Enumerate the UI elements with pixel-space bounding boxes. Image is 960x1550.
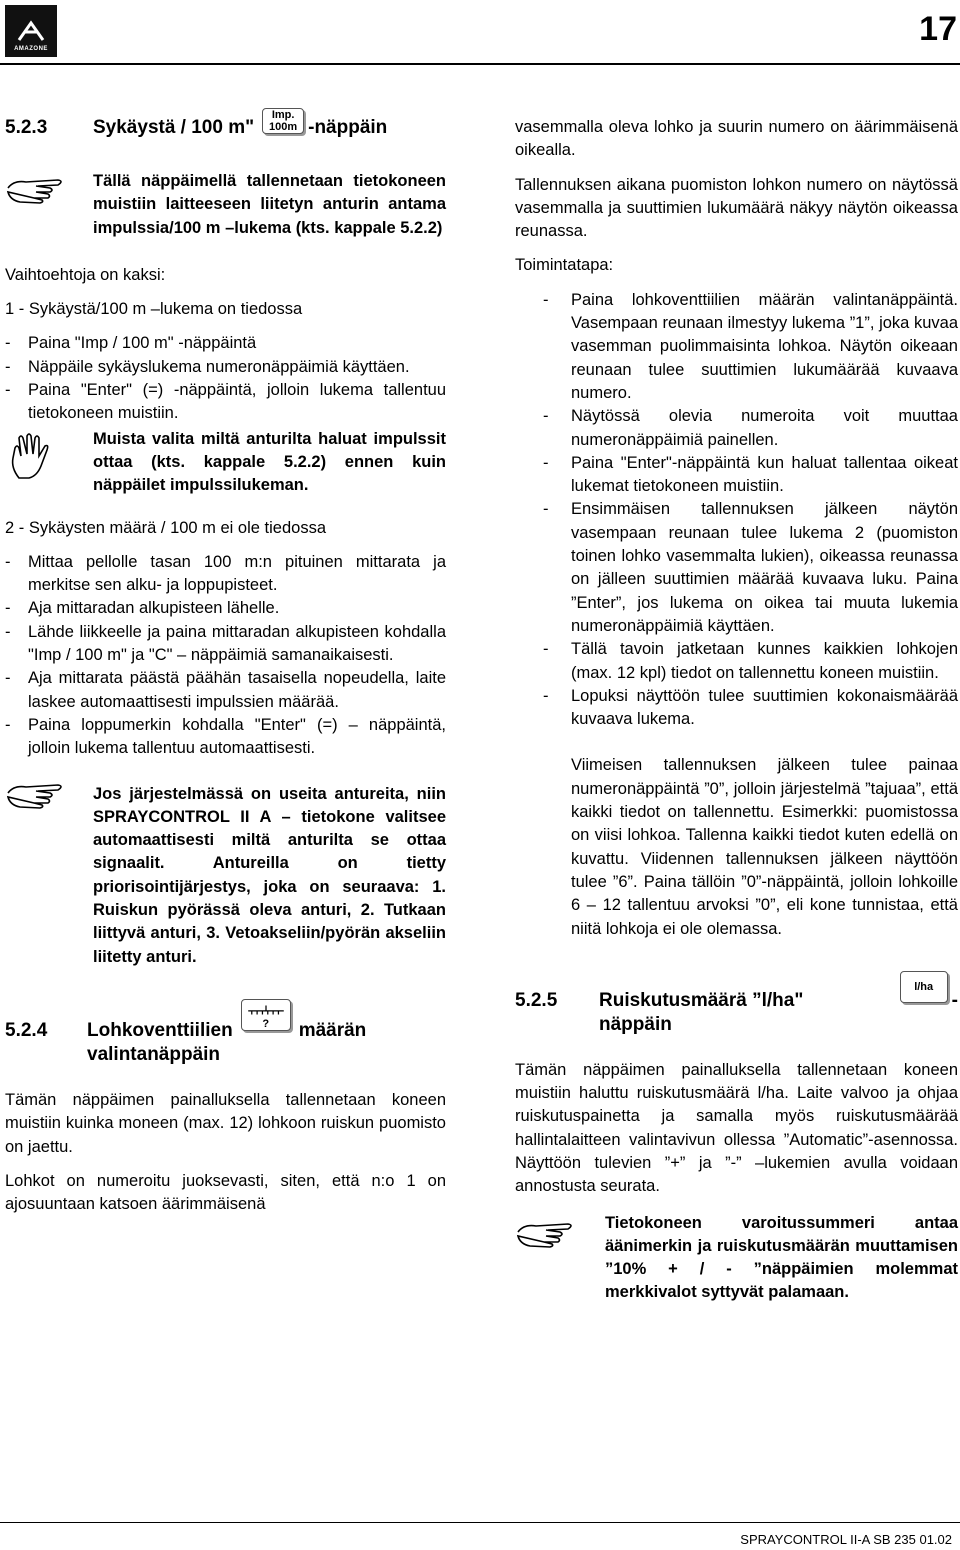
alternatives-text: Vaihtoehtoja on kaksi: xyxy=(5,265,166,284)
page-number: 17 xyxy=(919,10,957,48)
pointing-hand-icon xyxy=(5,779,67,809)
list-item: - Paina "Enter" (=) -näppäintä, jolloin lukema tallentuu tietokoneen muistiin. xyxy=(5,381,446,423)
list-item: - Aja mittarata päästä päähän tasaisella nopeudella, laite laskee automaattisesti impulssien määrää. xyxy=(5,669,446,711)
section-524-heading xyxy=(5,1019,446,1067)
logo-text: AMAZONE xyxy=(14,46,48,52)
list-item: - Paina loppumerkin kohdalla "Enter" (=) – näppäintä, jolloin lukema tallentuu automaattisesti. xyxy=(5,715,446,758)
hand-stop-icon xyxy=(5,432,65,482)
amazone-logo xyxy=(5,5,57,57)
section-525-number: 5.2.5 xyxy=(515,989,558,1011)
case1-heading: 1 - Sykäystä/100 m –lukema on tiedossa xyxy=(5,300,303,319)
section-524-number: 5.2.4 xyxy=(5,1019,48,1041)
buzzer-note-text: Tietokoneen varoitussummeri antaa äänimerkin ja ruiskutusmäärän muuttamisen ”10% + / - ”näppäimien molemmat merkkivalot syttyvät palamaan. xyxy=(605,1213,958,1302)
right-save-paragraph: Tallennuksen aikana puomiston lohkon numero on näytössä vasemmalla ja suuttimien lukumäärä näkyy näytön oikeassa reunassa. xyxy=(515,175,958,241)
section-525-heading xyxy=(515,980,958,1037)
imp-100m-key-icon xyxy=(262,108,304,134)
list-item: - Näppäile sykäyslukema numeronäppäimiä käyttäen. xyxy=(5,357,410,376)
footer-rule xyxy=(0,1522,960,1523)
procedure-heading: Toimintatapa: xyxy=(515,256,614,275)
section-523-title-suffix: -näppäin xyxy=(308,117,388,138)
logo-mark-icon xyxy=(16,20,46,42)
section-525-title-c: näppäin xyxy=(599,1013,672,1035)
key-label-imp: Imp. xyxy=(271,109,295,121)
sensor-note-block xyxy=(5,783,446,969)
section-524-title-c: valintanäppäin xyxy=(87,1043,221,1065)
list-item: - Aja mittaradan alkupisteen lähelle. xyxy=(5,599,280,618)
key-label-100m: 100m xyxy=(269,121,298,133)
procedure-list xyxy=(515,289,958,732)
right-last-paragraph: Viimeisen tallennuksen jälkeen tulee painaa numeronäppäintä ”0”, jolloin järjestelmä ”tajuaa”, että kaikki tiedot on tallennettu. Esimerkki: puomistossa on viisi lohkoa. Tallenna kaikki tiedot kuten edellä on kuvattu. Viidennen tallennuksen jälkeen näyttöön tulee ”6”. Paina tällöin ”0”-näppäintä, jolloin lohkoille 6 – 12 tallentuu arvoksi ”0”, eli kone tunnistaa, että niitä lohkoja ei ole olemassa. xyxy=(571,756,958,938)
section-524-p1: Tämän näppäimen painalluksella tallennetaan koneen muistiin kuinka moneen (max. 12) lohkoon ruiskun puomisto on jaettu. xyxy=(5,1090,446,1156)
list-item: - Paina "Enter"-näppäintä kun haluat tallentaa oikeat lukemat tietokoneen muistiin. xyxy=(543,453,958,496)
list-item: - Mittaa pellolle tasan 100 m:n pituinen mittarata ja merkitse sen alku- ja loppupisteet. xyxy=(5,552,446,595)
list-item: - Paina lohkoventtiilien määrän valintanäppäintä. Vasempaan reunaan ilmestyy lukema ”1”, joka kuvaa vasemman puolimmaisinta lohkoa. Näytön oikeaan reunaan tulee suuttimien lukumäärää kuvaava numero. xyxy=(543,290,958,402)
right-continuation: vasemmalla oleva lohko ja suurin numero on äärimmäisenä oikealla. xyxy=(515,118,958,160)
case1-list xyxy=(5,332,446,425)
section-524-title-b: määrän xyxy=(298,1019,367,1041)
section-525-title: Ruiskutusmäärä ”l/ha" xyxy=(599,989,804,1011)
note-block xyxy=(5,170,446,240)
footer-text: SPRAYCONTROL II-A SB 235 01.02 xyxy=(740,1532,952,1547)
list-item: - Lähde liikkeelle ja paina mittaradan alkupisteen kohdalla "Imp / 100 m" ja "C" – näppäimiä samanaikaisesti. xyxy=(5,622,446,665)
sensor-note-text: Jos järjestelmässä on useita antureita, niin SPRAYCONTROL II A – tietokone valitsee automaattisesti miltä anturilta se ottaa signaalit. Antureilla on tietty priorisointijärjestys, joka on seuraava: 1. Ruiskun pyörässä oleva anturi, 2. Tutkaan liittyvä anturi, 3. Vetoakseliin/pyörän akseliin liitetty anturi. xyxy=(93,784,446,966)
boom-section-key-icon xyxy=(241,999,291,1031)
list-item: - Paina "Imp / 100 m" -näppäintä xyxy=(5,334,257,353)
key-label-l-ha: l/ha xyxy=(914,980,934,993)
section-523-title: Sykäystä / 100 m" xyxy=(93,117,255,138)
boom-icon xyxy=(244,1002,288,1018)
case2-list xyxy=(5,551,446,761)
section-523-number: 5.2.3 xyxy=(5,117,48,138)
key-label-question: ? xyxy=(262,1017,270,1030)
section-524-p2: Lohkot on numeroitu juoksevasti, siten, että n:o 1 on ajosuuntaan katsoen äärimmäisenä xyxy=(5,1171,446,1214)
reminder-block xyxy=(5,429,446,498)
section-525-title-dash: - xyxy=(951,989,958,1011)
l-ha-key-icon xyxy=(900,971,948,1003)
left-column xyxy=(5,109,446,1216)
case2-heading: 2 - Sykäysten määrä / 100 m ei ole tiedossa xyxy=(5,518,326,537)
note-text: Tällä näppäimellä tallennetaan tietokoneen muistiin laitteeseen liitetyn anturin antama impulssia/100 m –lukema (kts. kappale 5.2.2) xyxy=(93,172,446,237)
list-item: - Lopuksi näyttöön tulee suuttimien kokonaismäärää kuvaava lukema. xyxy=(543,686,958,729)
list-item: - Tällä tavoin jatketaan kunnes kaikkien lohkojen (max. 12 kpl) tiedot on tallennettu koneen muistiin. xyxy=(543,640,958,682)
header-rule xyxy=(0,63,960,65)
right-column xyxy=(515,116,958,1305)
buzzer-note-block xyxy=(515,1212,958,1305)
list-item: - Ensimmäisen tallennuksen jälkeen näytön vasempaan reunaan tulee lukema 2 (puomiston toinen lohko vasemmalta lukien), oikeassa reunassa on jälleen suuttimien määrää kuvaava luku. Paina ”Enter”, jos lukema on oikea tai muuta lukemia numeronäppäimiä käyttäen. xyxy=(543,500,958,635)
pointing-hand-icon xyxy=(5,174,67,204)
section-525-p1: Tämän näppäimen painalluksella tallennetaan koneen muistiin haluttu ruiskutusmäärä l/ha. Laite valvoo ja ohjaa ruiskutuspainetta ja samalla myös ruiskutusmäärää hallintalaitteen valintavivun ollessa ”Automatic”-asennossa. Näyttöön tulevien ”+” ja ”-” –lukemien avulla voidaan annostusta seurata. xyxy=(515,1060,958,1196)
reminder-text: Muista valita miltä anturilta haluat impulssit ottaa (kts. kappale 5.2.2) ennen kuin näppäilet impulssilukeman. xyxy=(93,429,446,495)
section-523-heading xyxy=(5,109,446,140)
pointing-hand-icon xyxy=(515,1218,577,1248)
section-524-title: Lohkoventtiilien xyxy=(87,1019,233,1041)
list-item: - Näytössä olevia numeroita voit muuttaa numeronäppäimiä painellen. xyxy=(543,407,958,449)
